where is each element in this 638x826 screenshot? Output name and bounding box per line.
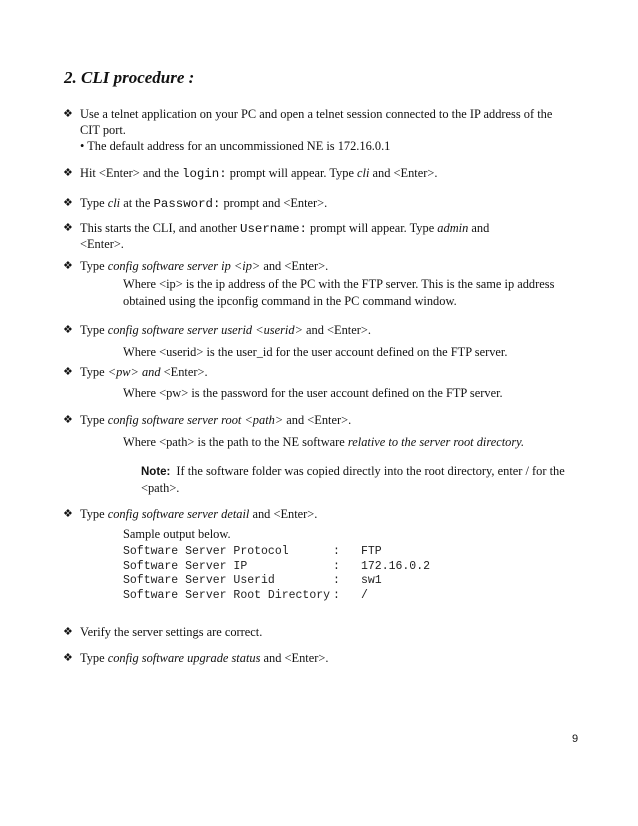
bullet-text: Use a telnet application on your PC and open a telnet session connected to the IP address of the bbox=[80, 107, 553, 121]
note-label: Note: bbox=[141, 466, 171, 478]
note-root-directory-cont: <path>. bbox=[141, 481, 180, 495]
path-description: Where <path> is the path to the NE software relative to the server root directory. bbox=[123, 435, 525, 449]
bullet-icon: ❖ bbox=[63, 222, 73, 234]
bullet-text: Type cli at the Password: prompt and <Enter>. bbox=[80, 196, 328, 211]
login-prompt: login: bbox=[182, 167, 227, 181]
section-heading: 2. CLI procedure : bbox=[64, 68, 195, 87]
page-number: 9 bbox=[572, 733, 579, 745]
bullet-icon: ❖ bbox=[63, 652, 73, 664]
code-row: Software Server Protocol : FTP bbox=[123, 545, 382, 558]
sample-output-label: Sample output below. bbox=[123, 527, 231, 541]
bullet-icon: ❖ bbox=[63, 167, 73, 179]
bullet-text: Hit <Enter> and the login: prompt will appear. Type cli and <Enter>. bbox=[80, 166, 438, 181]
ip-description: Where <ip> is the ip address of the PC with the FTP server. This is the same ip address bbox=[123, 277, 555, 291]
code-row: Software Server Userid : sw1 bbox=[123, 574, 382, 587]
bullet-text: Type <pw> and <Enter>. bbox=[80, 365, 208, 379]
pw-description: Where <pw> is the password for the user account defined on the FTP server. bbox=[123, 386, 503, 400]
bullet-icon: ❖ bbox=[63, 626, 73, 638]
bullet-text: This starts the CLI, and another Username: prompt will appear. Type admin and bbox=[80, 221, 490, 236]
sample-output-block bbox=[123, 545, 430, 603]
bullet-text-cont: CIT port. bbox=[80, 123, 126, 137]
bullet-icon: ❖ bbox=[63, 197, 73, 209]
ip-description-cont: obtained using the ipconfig command in the PC command window. bbox=[123, 294, 457, 308]
bullet-icon: ❖ bbox=[63, 324, 73, 336]
bullet-icon: ❖ bbox=[63, 508, 73, 520]
code-row: Software Server IP : 172.16.0.2 bbox=[123, 559, 431, 573]
bullet-icon: ❖ bbox=[63, 108, 73, 120]
bullet-text: Type config software upgrade status and <Enter>. bbox=[80, 651, 329, 665]
bullet-icon: ❖ bbox=[63, 414, 73, 426]
password-prompt: Password: bbox=[153, 197, 221, 211]
bullet-text: Type config software server root <path> and <Enter>. bbox=[80, 413, 352, 427]
bullet-text: Type config software server userid <userid> and <Enter>. bbox=[80, 323, 371, 337]
default-address-note: • The default address for an uncommissioned NE is 172.16.0.1 bbox=[80, 139, 391, 153]
bullet-text-cont: <Enter>. bbox=[80, 237, 124, 251]
code-row: Software Server Root Directory : / bbox=[123, 588, 368, 602]
userid-description: Where <userid> is the user_id for the user account defined on the FTP server. bbox=[123, 345, 508, 359]
bullet-text: Type config software server detail and <Enter>. bbox=[80, 507, 318, 521]
username-prompt: Username: bbox=[240, 222, 307, 236]
bullet-text: Type config software server ip <ip> and <Enter>. bbox=[80, 259, 329, 273]
note-root-directory: Note: If the software folder was copied directly into the root directory, enter / for the bbox=[141, 464, 565, 478]
bullet-icon: ❖ bbox=[63, 260, 73, 272]
bullet-icon: ❖ bbox=[63, 366, 73, 378]
bullet-text: Verify the server settings are correct. bbox=[80, 625, 263, 639]
